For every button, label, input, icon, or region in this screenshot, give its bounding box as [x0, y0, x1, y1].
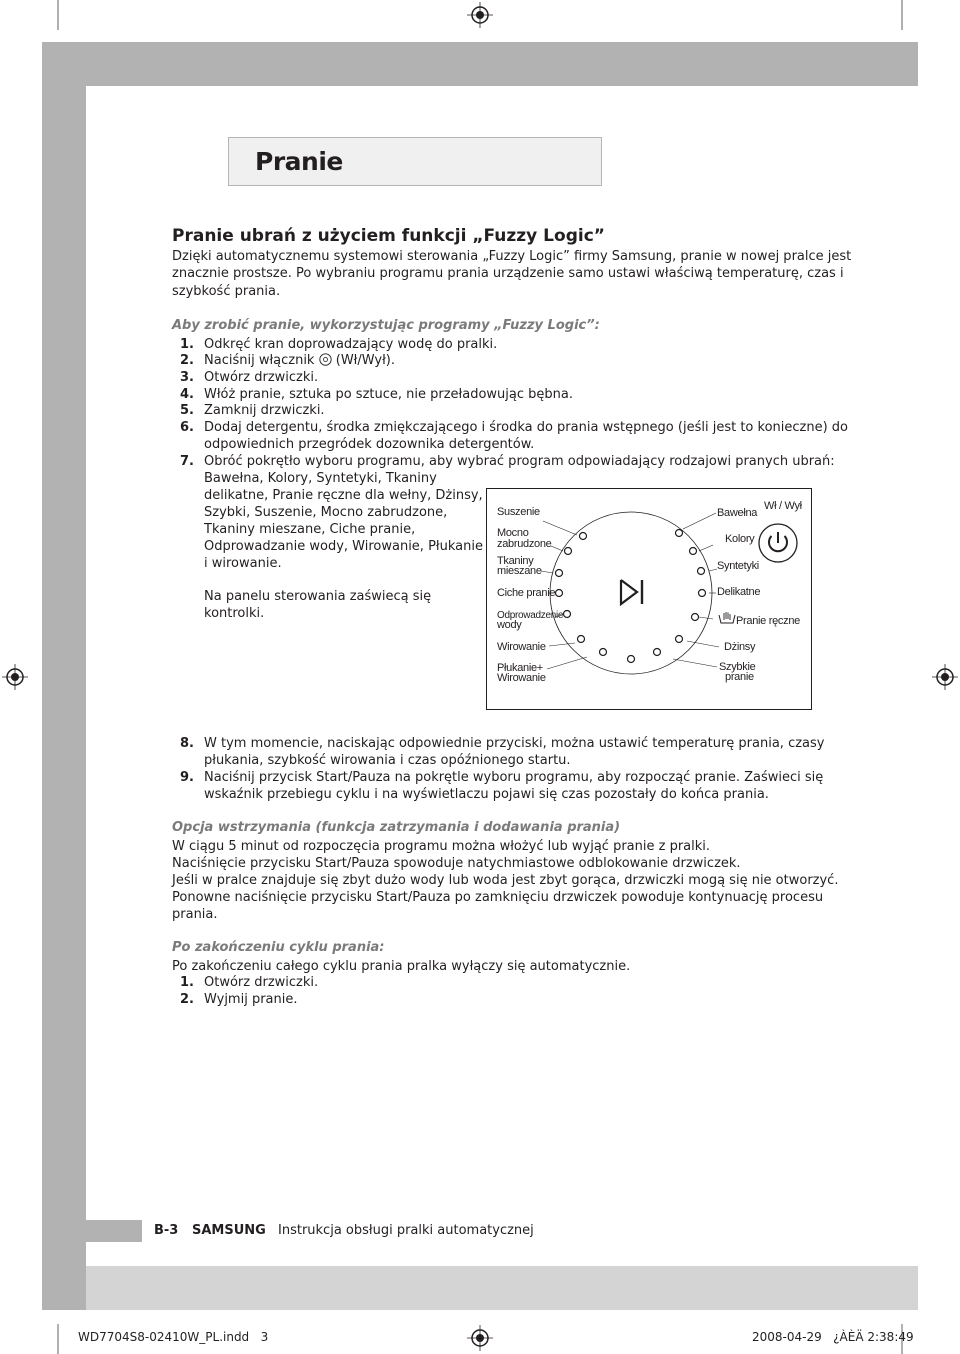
step-text: Otwórz drzwiczki. — [204, 975, 319, 990]
pause-line: Jeśli w pralce znajduje się zbyt dużo wody lub woda jest zbyt gorąca, drzwiczki mogą się nie otworzyć. — [172, 873, 839, 888]
intro-line-1: Dzięki automatycznemu systemowi sterowania „Fuzzy Logic” firmy Samsung, pranie w nowej pralce jest — [172, 249, 852, 264]
program-label: mieszane — [497, 565, 542, 577]
program-label: Bawełna — [717, 507, 758, 519]
slug-file: WD7704S8-02410W_PL.indd 3 — [78, 1330, 269, 1344]
pause-line: Ponowne naciśnięcie przycisku Start/Pauza po zamknięciu drzwiczek powoduje kontynuację procesu — [172, 890, 824, 905]
program-label: zabrudzone — [497, 538, 552, 550]
footer-bar — [86, 1220, 142, 1242]
play-pause-icon — [617, 577, 647, 607]
registration-mark-top-icon — [467, 2, 493, 28]
program-label: Dżinsy — [724, 641, 756, 653]
panel-note-line: kontrolki. — [204, 606, 265, 621]
program-list-line: Tkaniny mieszane, Ciche pranie, — [204, 522, 416, 537]
pause-subtitle: Opcja wstrzymania (funkcja zatrzymania i dodawania prania) — [172, 820, 621, 835]
program-label: Syntetyki — [717, 560, 759, 572]
end-intro: Po zakończeniu całego cyklu prania pralka wyłączy się automatycznie. — [172, 959, 631, 974]
step-text-cont: wskaźnik przebiegu cyklu i na wyświetlaczu pojawi się czas pozostały do końca prania. — [204, 787, 769, 802]
registration-mark-right-icon — [932, 664, 958, 690]
program-label: Płukanie+ — [497, 662, 543, 674]
step-number: 4. — [180, 387, 194, 402]
step-text-cont: odpowiednich przegródek dozownika detergentów. — [204, 437, 535, 452]
step-text — [204, 352, 395, 369]
step-2-text: Naciśnij włącznik — [204, 353, 315, 368]
program-list-line: Bawełna, Kolory, Syntetyki, Tkaniny — [204, 471, 437, 486]
step-number: 2. — [180, 353, 194, 368]
pause-line: prania. — [172, 907, 218, 922]
program-list-line: Odprowadzanie wody, Wirowanie, Płukanie — [204, 539, 483, 554]
power-label: Wł / Wył — [764, 500, 802, 512]
program-label: Wirowanie — [497, 641, 546, 653]
program-label: Szybkie — [719, 661, 756, 673]
step-text: Zamknij drzwiczki. — [204, 403, 325, 418]
program-label: Odprowadzenie — [497, 610, 564, 621]
step-number: 6. — [180, 420, 194, 435]
program-label: Kolory — [725, 533, 755, 545]
program-label: Pranie ręczne — [736, 615, 800, 627]
page-header — [228, 137, 602, 186]
page-number: B-3 — [154, 1223, 179, 1238]
section-title: Pranie ubrań z użyciem funkcji „Fuzzy Logic” — [172, 226, 605, 246]
step-text-cont: płukania, szybkość wirowania i czas opóźnionego startu. — [204, 753, 571, 768]
step-2-text-after: (Wł/Wył). — [335, 353, 395, 368]
page-bottom-strip — [86, 1266, 918, 1310]
program-label: Tkaniny — [497, 555, 534, 567]
step-text: Odkręć kran doprowadzający wodę do pralki. — [204, 337, 498, 352]
step-number: 1. — [180, 337, 194, 352]
step-text: Naciśnij przycisk Start/Pauza na pokrętle wyboru programu, aby rozpocząć pranie. Zaświeci się — [204, 770, 824, 785]
step-number: 9. — [180, 770, 194, 785]
step-text: Otwórz drzwiczki. — [204, 370, 319, 385]
end-subtitle: Po zakończeniu cyklu prania: — [172, 940, 385, 955]
step-number: 5. — [180, 403, 194, 418]
fuzzy-subtitle: Aby zrobić pranie, wykorzystując programy „Fuzzy Logic”: — [172, 318, 600, 333]
program-list-line: delikatne, Pranie ręczne dla wełny, Dżinsy, — [204, 488, 483, 503]
step-number: 3. — [180, 370, 194, 385]
step-text: Dodaj detergentu, środka zmiękczającego i środka do prania wstępnego (jeśli jest to konieczne) do — [204, 420, 848, 435]
panel-note-line: Na panelu sterowania zaświecą się — [204, 589, 432, 604]
pause-line: W ciągu 5 minut od rozpoczęcia programu można włożyć lub wyjąć pranie z pralki. — [172, 839, 711, 854]
program-list-line: i wirowanie. — [204, 556, 282, 571]
registration-mark-left-icon — [2, 664, 28, 690]
brand-name: SAMSUNG — [192, 1223, 266, 1238]
power-button-icon — [319, 353, 332, 366]
step-number: 8. — [180, 736, 194, 751]
program-label: Suszenie — [497, 506, 540, 518]
step-text: Wyjmij pranie. — [204, 992, 298, 1007]
slug-date: 2008-04-29 ¿ÀÈÄ 2:38:49 — [752, 1330, 914, 1344]
footer-title: Instrukcja obsługi pralki automatycznej — [278, 1223, 534, 1238]
program-label: pranie — [725, 671, 754, 683]
step-text: Obróć pokrętło wyboru programu, aby wybrać program odpowiadający rodzajowi pranych ubrań: — [204, 454, 835, 469]
pause-line: Naciśnięcie przycisku Start/Pauza spowoduje natychmiastowe odblokowanie drzwiczek. — [172, 856, 741, 871]
step-text: Włóż pranie, sztuka po sztuce, nie przeładowując bębna. — [204, 387, 573, 402]
hand-wash-icon — [718, 611, 736, 625]
step-number: 7. — [180, 454, 194, 469]
program-label: Wirowanie — [497, 672, 546, 684]
program-label: Delikatne — [717, 586, 761, 598]
step-number: 2. — [180, 992, 194, 1007]
program-label: wody — [497, 619, 522, 631]
program-list-line: Szybki, Suszenie, Mocno zabrudzone, — [204, 505, 448, 520]
program-label: Ciche pranie — [497, 587, 556, 599]
power-icon — [757, 522, 799, 564]
control-panel-diagram — [486, 488, 812, 710]
step-number: 1. — [180, 975, 194, 990]
intro-line-2: znacznie prostsze. Po wybraniu programu prania urządzenie samo ustawi właściwą temperaturę, czas i — [172, 266, 844, 281]
registration-mark-bottom-icon — [467, 1325, 493, 1351]
step-text: W tym momencie, naciskając odpowiednie przyciski, można ustawić temperaturę prania, czasy — [204, 736, 825, 751]
program-label: Mocno — [497, 527, 529, 539]
intro-line-3: szybkość prania. — [172, 284, 281, 299]
page-title: Pranie — [255, 147, 343, 176]
